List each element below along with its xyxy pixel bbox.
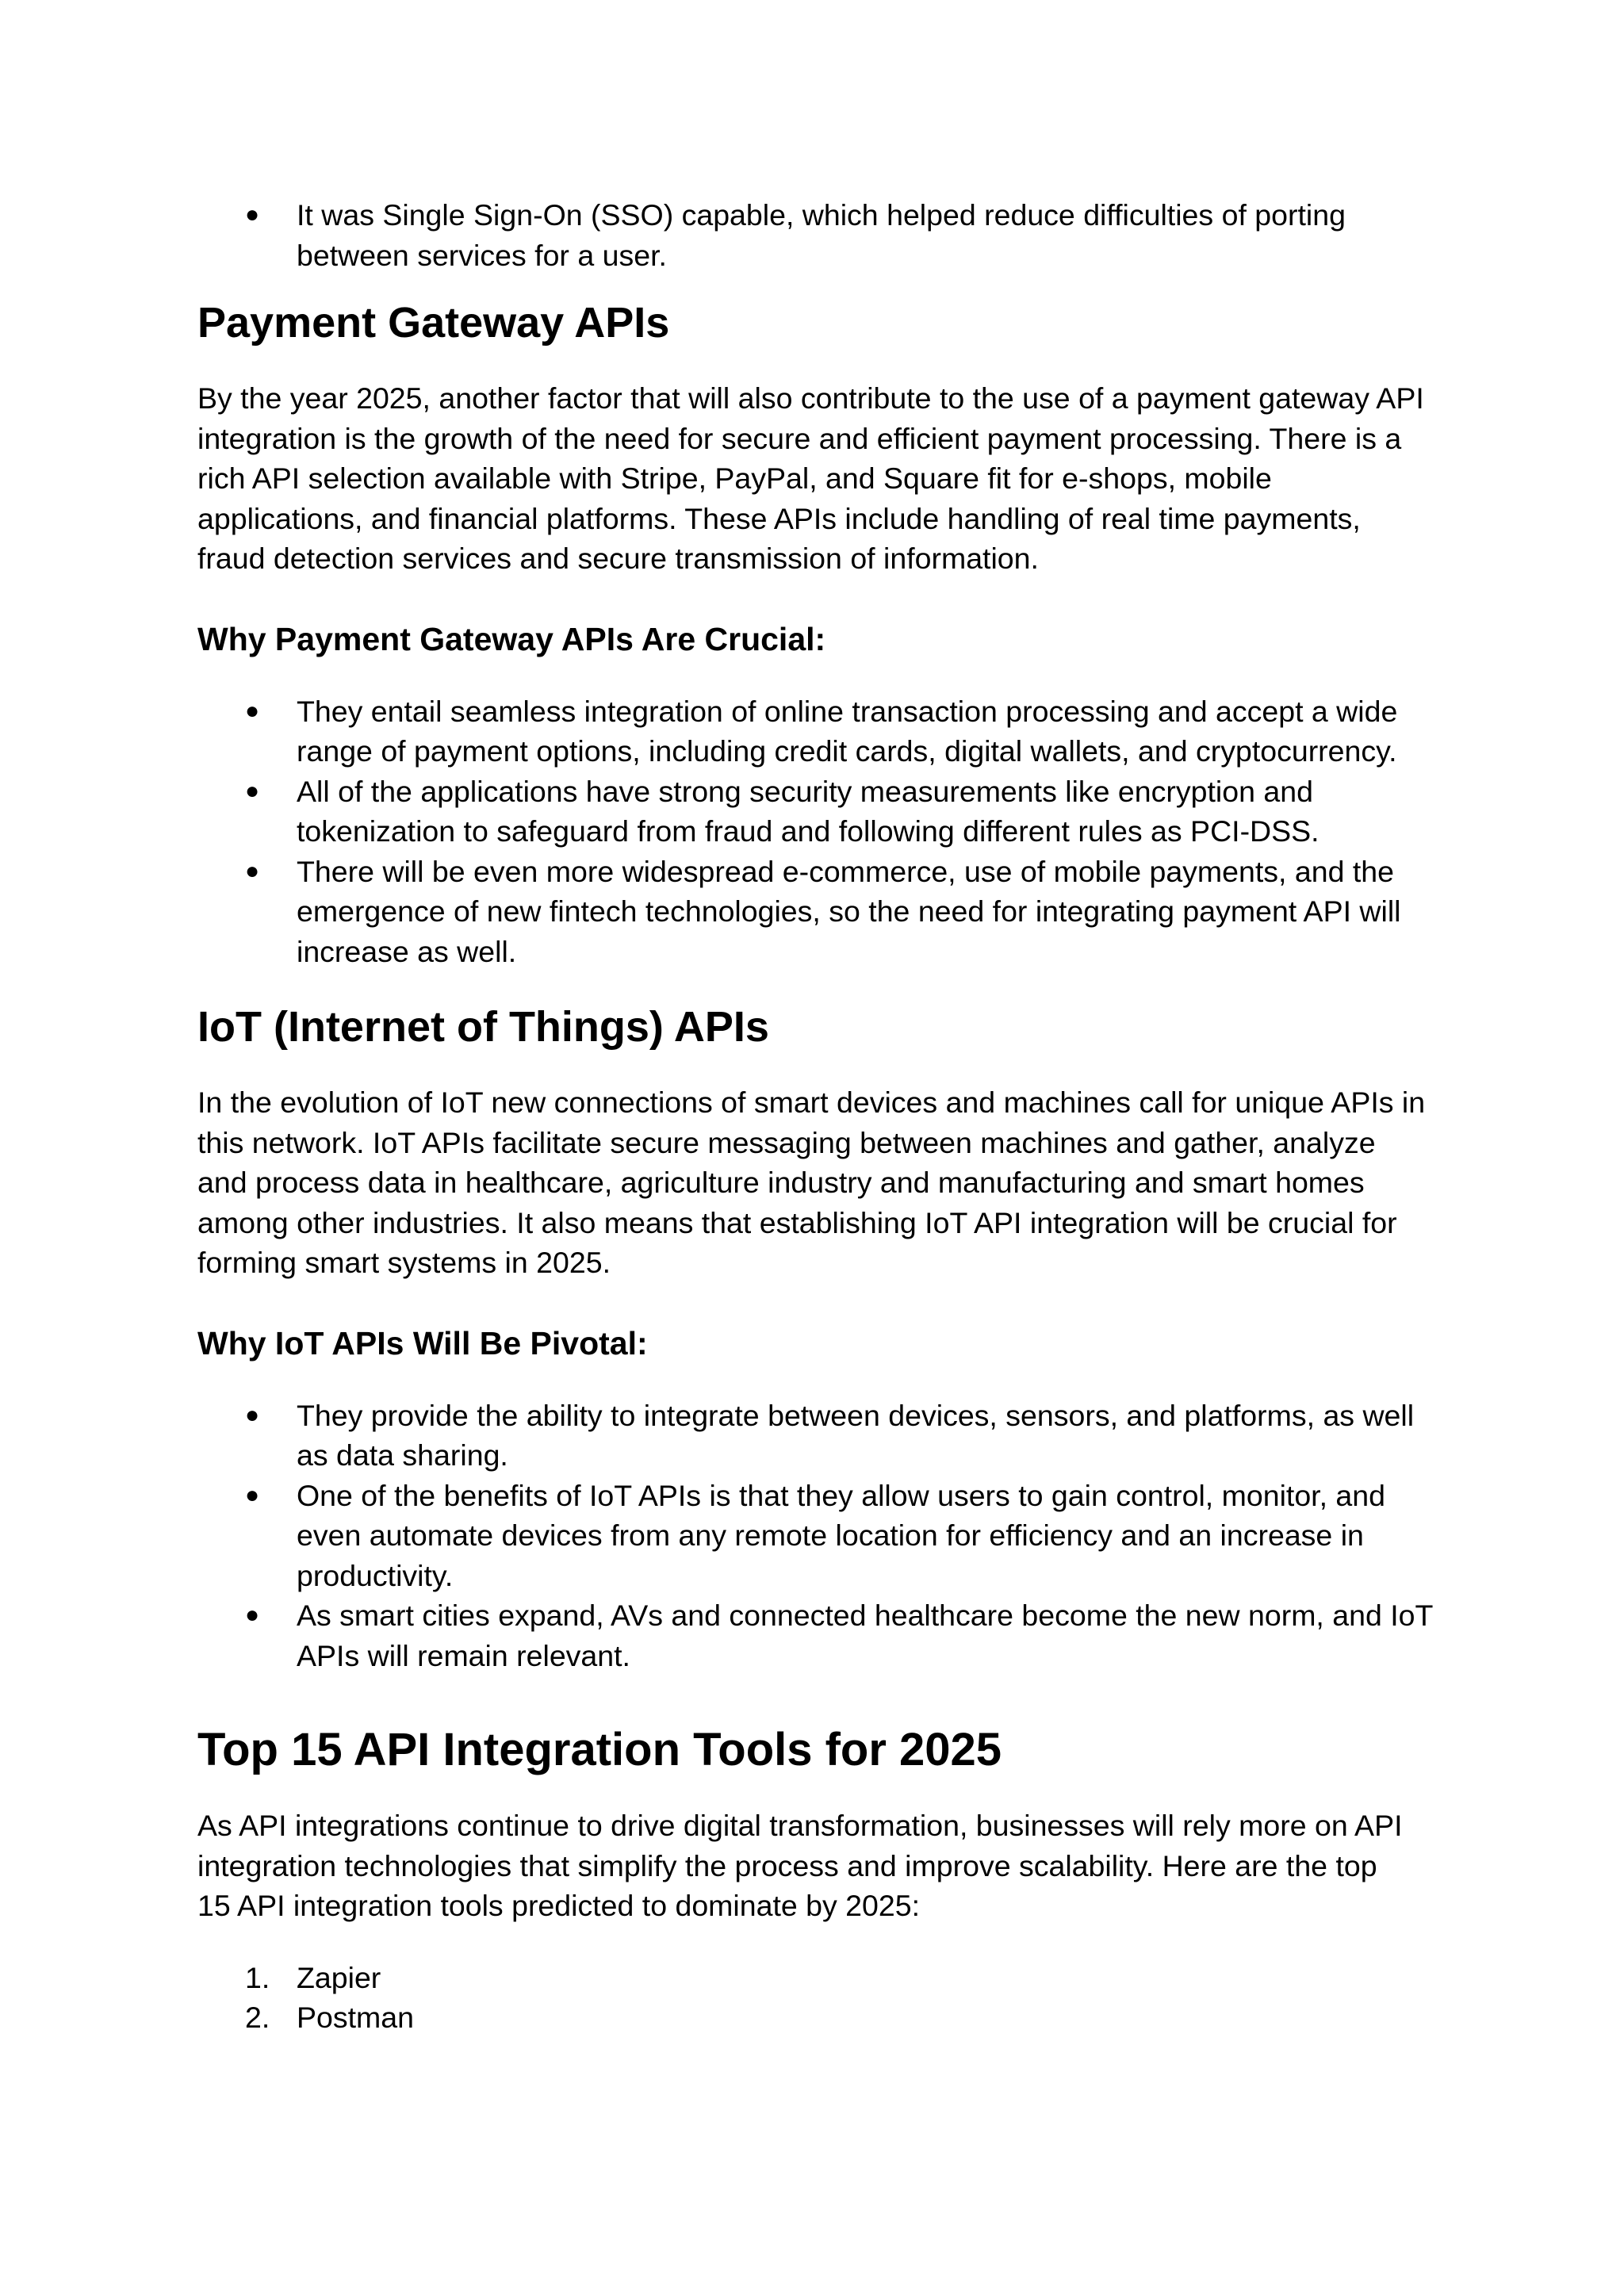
- bullet-icon: ●: [245, 697, 260, 724]
- bullet-icon: ●: [245, 201, 260, 228]
- list-item: [197, 1997, 1434, 2038]
- subheading-iot-pivotal: Why IoT APIs Will Be Pivotal:: [197, 1324, 648, 1361]
- section-heading-iot: IoT (Internet of Things) APIs: [197, 1003, 769, 1051]
- list-item: ● It was Single Sign-On (SSO) capable, which helped reduce difficulties of porting between services for a user.: [197, 195, 1434, 275]
- list-item: ● They provide the ability to integrate between devices, sensors, and platforms, as well as data sharing.: [197, 1396, 1434, 1476]
- list-item: ● All of the applications have strong security measurements like encryption and tokenization to safeguard from fraud and following different rules as PCI-DSS.: [197, 772, 1434, 852]
- list-number: 1.: [245, 1960, 270, 1994]
- payment-bullet-list: [197, 691, 1434, 972]
- tool-name: Zapier: [297, 1960, 381, 1994]
- bullet-icon: ●: [245, 1401, 260, 1428]
- bullet-icon: ●: [245, 777, 260, 804]
- section-paragraph-iot: In the evolution of IoT new connections of smart devices and machines call for unique APIs in this network. IoT APIs facilitate secure messaging between machines and gather, analyze and process data in healthcare, agriculture industry and manufacturing and smart homes among other industries. It also means that establishing IoT API integration will be crucial for forming smart systems in 2025.: [197, 1086, 1426, 1279]
- bullet-icon: ●: [245, 857, 260, 884]
- tool-name: Postman: [297, 2001, 414, 2034]
- bullet-icon: ●: [245, 1481, 260, 1508]
- subheading-payment-crucial: Why Payment Gateway APIs Are Crucial:: [197, 620, 826, 657]
- list-item: ● As smart cities expand, AVs and connected healthcare become the new norm, and IoT APIs will remain relevant.: [197, 1595, 1434, 1676]
- list-item: [197, 1958, 1434, 1998]
- section-heading-tools: Top 15 API Integration Tools for 2025: [197, 1724, 1002, 1775]
- iot-bullet-list: [197, 1396, 1434, 1676]
- document-page: [197, 190, 1434, 2038]
- list-number: 2.: [245, 2001, 270, 2034]
- section-paragraph-payment-gateway: By the year 2025, another factor that will also contribute to the use of a payment gateway API integration is the growth of the need for secure and efficient payment processing. There is a rich API selection available with Stripe, PayPal, and Square fit for e-shops, mobile applications, and financial platforms. These APIs include handling of real time payments, fraud detection services and secure transmission of information.: [197, 381, 1424, 575]
- list-item: ● They entail seamless integration of online transaction processing and accept a wide range of payment options, including credit cards, digital wallets, and cryptocurrency.: [197, 691, 1434, 772]
- tools-numbered-list: [197, 1958, 1434, 2038]
- list-item: ● There will be even more widespread e-commerce, use of mobile payments, and the emergence of new fintech technologies, so the need for integrating payment API will increase as well.: [197, 852, 1434, 972]
- intro-bullet-list: [197, 195, 1434, 275]
- section-paragraph-tools: As API integrations continue to drive digital transformation, businesses will rely more on API integration technologies that simplify the process and improve scalability. Here are the top 15 API integration tools predicted to dominate by 2025:: [197, 1809, 1403, 1922]
- section-heading-payment-gateway: Payment Gateway APIs: [197, 299, 670, 347]
- bullet-icon: ●: [245, 1602, 260, 1628]
- list-item: ● One of the benefits of IoT APIs is that they allow users to gain control, monitor, and even automate devices from any remote location for efficiency and an increase in productivity.: [197, 1476, 1434, 1596]
